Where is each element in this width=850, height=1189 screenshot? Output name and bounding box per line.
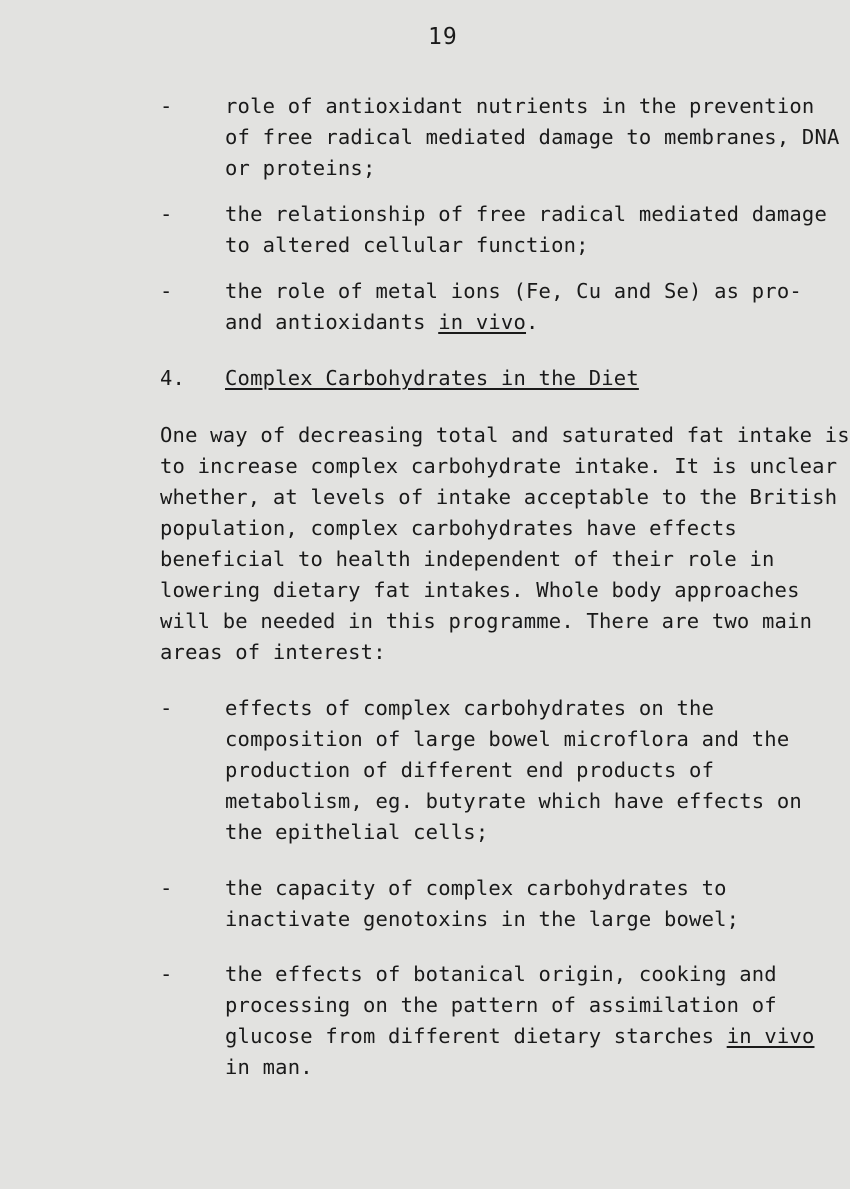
bullet-top-3-line-1: the role of metal ions (Fe, Cu and Se) as pro-: [225, 279, 802, 303]
bullet-bottom-3-line-1: the effects of botanical origin, cooking and: [225, 962, 777, 986]
bullet-top-2-line-2: to altered cellular function;: [225, 233, 589, 257]
bullet-bottom-1-line-3: production of different end products of: [225, 758, 715, 782]
bullet-bottom-1-line-2: composition of large bowel microflora and the: [225, 727, 790, 751]
text-fragment: and antioxidants: [225, 310, 439, 334]
bullet-bottom-1-dash: -: [160, 696, 173, 720]
paragraph-line-2: to increase complex carbohydrate intake. It is unclear: [160, 454, 838, 478]
bullet-top-2-dash: -: [160, 202, 173, 226]
page-number: 19: [428, 24, 458, 50]
bullet-bottom-3-line-4: in man.: [225, 1055, 313, 1079]
bullet-top-1-dash: -: [160, 94, 173, 118]
paragraph-line-5: beneficial to health independent of their role in: [160, 547, 775, 571]
bullet-bottom-2-line-1: the capacity of complex carbohydrates to: [225, 876, 727, 900]
bullet-bottom-1-line-4: metabolism, eg. butyrate which have effects on: [225, 789, 802, 813]
bullet-bottom-3-dash: -: [160, 962, 173, 986]
bullet-bottom-1-line-1: effects of complex carbohydrates on the: [225, 696, 715, 720]
paragraph-line-4: population, complex carbohydrates have effects: [160, 516, 737, 540]
text-fragment: .: [526, 310, 539, 334]
paragraph-line-6: lowering dietary fat intakes. Whole body approaches: [160, 578, 800, 602]
paragraph-line-8: areas of interest:: [160, 640, 386, 664]
section-number: 4.: [160, 366, 186, 390]
text-fragment: glucose from different dietary starches: [225, 1024, 727, 1048]
in-vivo-underlined: in vivo: [438, 310, 527, 334]
bullet-top-3-line-2: [225, 310, 539, 334]
bullet-top-1-line-2: of free radical mediated damage to membranes, DNA: [225, 125, 840, 149]
bullet-top-1-line-1: role of antioxidant nutrients in the prevention: [225, 94, 815, 118]
bullet-bottom-2-line-2: inactivate genotoxins in the large bowel;: [225, 907, 740, 931]
bullet-top-3-dash: -: [160, 279, 173, 303]
bullet-top-1-line-3: or proteins;: [225, 156, 376, 180]
bullet-bottom-3-line-3: [225, 1024, 814, 1048]
section-title: Complex Carbohydrates in the Diet: [225, 366, 639, 390]
bullet-bottom-2-dash: -: [160, 876, 173, 900]
in-vivo-underlined: in vivo: [726, 1024, 815, 1048]
bullet-bottom-1-line-5: the epithelial cells;: [225, 820, 489, 844]
bullet-bottom-3-line-2: processing on the pattern of assimilation of: [225, 993, 777, 1017]
bullet-top-2-line-1: the relationship of free radical mediated damage: [225, 202, 828, 226]
paragraph-line-3: whether, at levels of intake acceptable to the British: [160, 485, 838, 509]
paragraph-line-1: One way of decreasing total and saturated fat intake is: [160, 423, 850, 447]
paragraph-line-7: will be needed in this programme. There are two main: [160, 609, 813, 633]
